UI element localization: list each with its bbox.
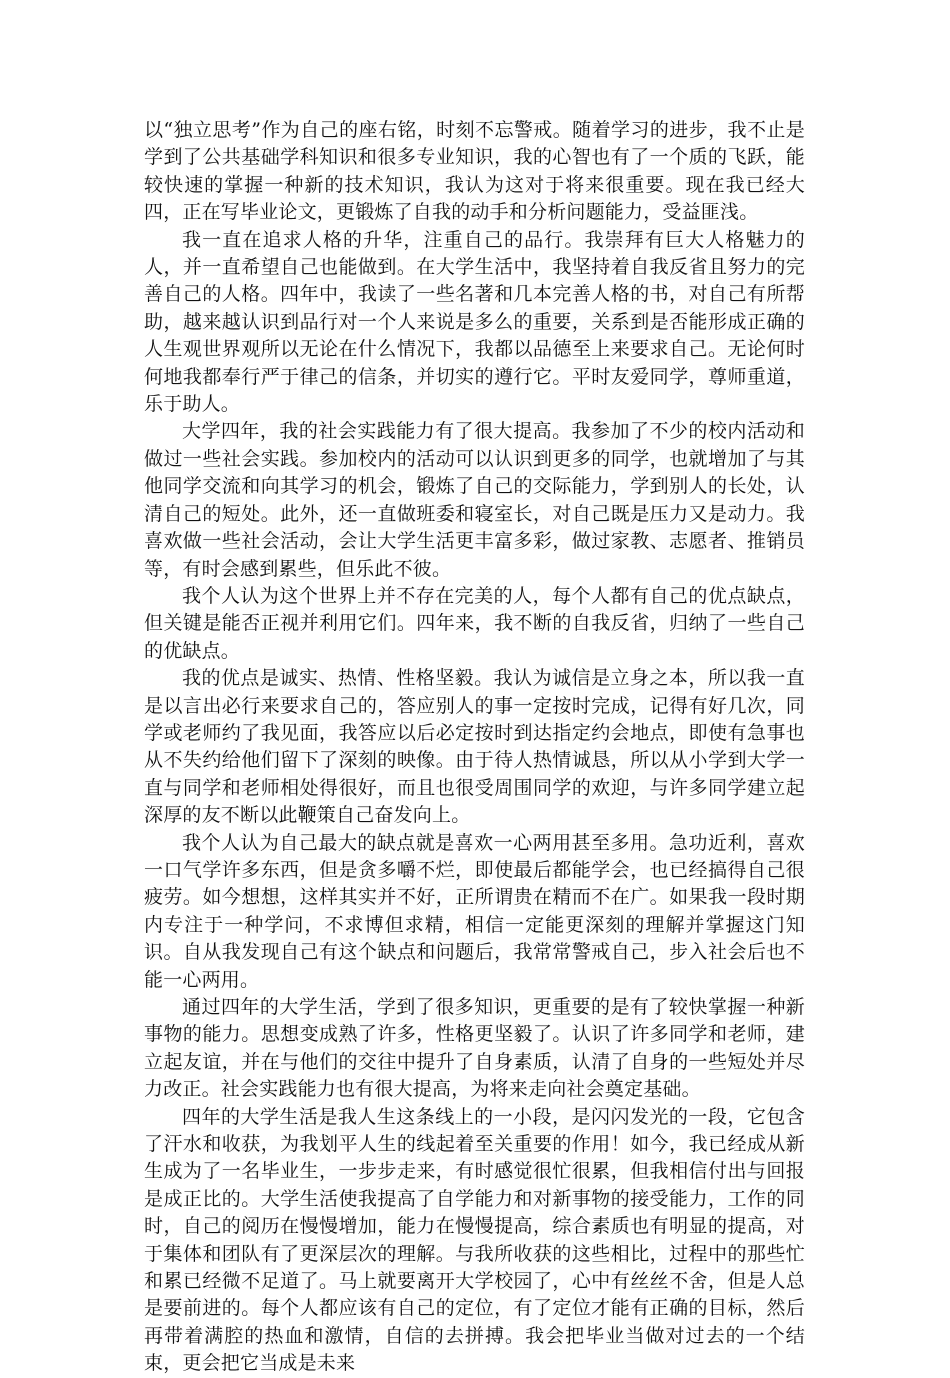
paragraph-strengths: 我的优点是诚实、热情、性格坚毅。我认为诚信是立身之本，所以我一直是以言出必行来要求自己的，答应别人的事一定按时完成，记得有好几次，同学或老师约了我见面，我答应以后必定按时到达指定约会地点，即使有急事也从不失约给他们留下了深刻的映像。由于待人热情诚恳，所以从小学到大学一直与同学和老师相处得很好，而且也很受周围同学的欢迎，与许多同学建立起深厚的友不断以此鞭策自己奋发向上。 — [144, 667, 805, 827]
paragraph-conclusion: 四年的大学生活是我人生这条线上的一小段，是闪闪发光的一段，它包含了汗水和收获，为我划平人生的线起着至关重要的作用！如今，我已经成从新生成为了一名毕业生，一步步走来，有时感觉很忙很累，但我相信付出与回报是成正比的。大学生活使我提高了自学能力和对新事物的接受能力，工作的同时，自己的阅历在慢慢增加，能力在慢慢提高，综合素质也有明显的提高，对于集体和团队有了更深层次的理解。与我所收获的这些相比，过程中的那些忙和累已经微不足道了。马上就要离开大学校园了，心中有丝丝不舍，但是人总是要前进的。每个人都应该有自己的定位，有了定位才能有正确的目标，然后再带着满腔的热血和激情，自信的去拼搏。我会把毕业当做对过去的一个结束，更会把它当成是未来 — [144, 1105, 805, 1375]
paragraph-weaknesses: 我个人认为自己最大的缺点就是喜欢一心两用甚至多用。急功近利，喜欢一口气学许多东西，但是贪多嚼不烂，即使最后都能学会，也已经搞得自己很疲劳。如今想想，这样其实并不好，正所谓贵在精而不在广。如果我一段时期内专注于一种学问，不求博但求精，相信一定能更深刻的理解并掌握这门知识。自从我发现自己有这个缺点和问题后，我常常警戒自己，步入社会后也不能一心两用。 — [144, 831, 805, 991]
paragraph-summary: 通过四年的大学生活，学到了很多知识，更重要的是有了较快掌握一种新事物的能力。思想变成熟了许多，性格更坚毅了。认识了许多同学和老师，建立起友谊，并在与他们的交往中提升了自身素质，认清了自身的一些短处并尽力改正。社会实践能力也有很大提高，为将来走向社会奠定基础。 — [144, 996, 805, 1101]
document-page — [144, 117, 805, 1378]
paragraph-continued: 以“独立思考”作为自己的座右铭，时刻不忘警戒。随着学习的进步，我不止是学到了公共基础学科知识和很多专业知识，我的心智也有了一个质的飞跃，能较快速的掌握一种新的技术知识，我认为这对于将来很重要。现在我已经大四，正在写毕业论文，更锻炼了自我的动手和分析问题能力，受益匪浅。 — [144, 119, 805, 224]
paragraph-character: 我一直在追求人格的升华，注重自己的品行。我崇拜有巨大人格魅力的人，并一直希望自己也能做到。在大学生活中，我坚持着自我反省且努力的完善自己的人格。四年中，我读了一些名著和几本完善人格的书，对自己有所帮助，越来越认识到品行对一个人来说是多么的重要，关系到是否能形成正确的人生观世界观所以无论在什么情况下，我都以品德至上来要求自己。无论何时何地我都奉行严于律己的信条，并切实的遵行它。平时友爱同学，尊师重道，乐于助人。 — [144, 228, 805, 416]
paragraph-self-reflection: 我个人认为这个世界上并不存在完美的人，每个人都有自己的优点缺点，但关键是能否正视并利用它们。四年来，我不断的自我反省，归纳了一些自己的优缺点。 — [144, 584, 805, 662]
paragraph-social-practice: 大学四年，我的社会实践能力有了很大提高。我参加了不少的校内活动和做过一些社会实践。参加校内的活动可以认识到更多的同学，也就增加了与其他同学交流和向其学习的机会，锻炼了自己的交际能力，学到别人的长处，认清自己的短处。此外，还一直做班委和寝室长，对自己既是压力又是动力。我喜欢做一些社会活动，会让大学生活更丰富多彩，做过家教、志愿者、推销员等，有时会感到累些，但乐此不彼。 — [144, 420, 805, 580]
